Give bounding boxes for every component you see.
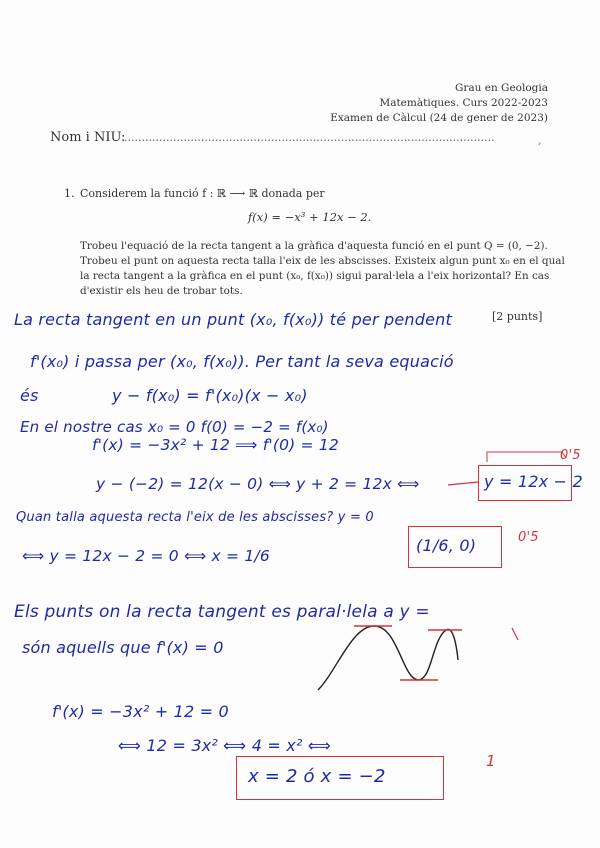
boxed-tangent-equation: y = 12x − 2 — [484, 472, 583, 491]
name-dotted-line: .......................................................................................................... — [124, 131, 495, 144]
answer-line: y − (−2) = 12(x − 0) ⟺ y + 2 = 12x ⟺ — [96, 475, 420, 493]
answer-line: f'(x) = −3x² + 12 ⟹ f'(0) = 12 — [92, 436, 339, 454]
course-year: Matemàtiques. Curs 2022-2023 — [379, 97, 548, 109]
grade-mark: 1 — [486, 752, 496, 770]
grade-mark: 0'5 — [518, 530, 539, 545]
answer-line: La recta tangent en un punt (x₀, f(x₀)) té per pendent — [14, 310, 452, 329]
answer-line: f'(x) = −3x² + 12 = 0 — [52, 702, 229, 721]
answer-line: és — [20, 386, 39, 405]
answer-line: Els punts on la recta tangent es paral·lela a y = — [14, 602, 430, 622]
problem-intro: Considerem la funció f : ℝ ⟶ ℝ donada per — [80, 187, 325, 200]
answer-line: En el nostre cas x₀ = 0 f(0) = −2 = f(x₀) — [20, 418, 329, 436]
check-mark — [512, 628, 518, 640]
red-arrow-mark — [448, 482, 478, 485]
problem-number: 1. — [64, 187, 75, 200]
problem-points: [2 punts] — [492, 310, 543, 323]
exam-title: Examen de Càlcul (24 de gener de 2023) — [330, 112, 548, 124]
name-comma: , — [538, 134, 542, 147]
red-bracket-mark — [487, 452, 566, 462]
problem-formula: f(x) = −x³ + 12x − 2. — [248, 210, 372, 224]
boxed-intersection-point: (1/6, 0) — [416, 536, 477, 555]
answer-line: f'(x₀) i passa per (x₀, f(x₀)). Per tant la seva equació — [30, 352, 454, 371]
boxed-solutions: x = 2 ó x = −2 — [248, 766, 386, 787]
answer-line: són aquells que f'(x) = 0 — [22, 638, 224, 657]
answer-line: ⟺ y = 12x − 2 = 0 ⟺ x = 1/6 — [22, 547, 270, 565]
answer-line: ⟺ 12 = 3x² ⟺ 4 = x² ⟺ — [118, 736, 331, 755]
grade-mark: 0'5 — [560, 448, 581, 463]
problem-text-line: d'existir els heu de trobar tots. — [80, 285, 243, 297]
answer-line: y − f(x₀) = f'(x₀)(x − x₀) — [112, 386, 308, 405]
problem-text-line: la recta tangent a la gràfica en el punt (x₀, f(x₀)) sigui paral·lela a l'eix horizontal? En cas — [80, 270, 550, 282]
problem-text-line: Trobeu l'equació de la recta tangent a la gràfica d'aquesta funció en el punt Q = (0, −2). — [80, 240, 548, 252]
answer-line: Quan talla aquesta recta l'eix de les abscisses? y = 0 — [16, 510, 374, 525]
course-name: Grau en Geologia — [454, 82, 548, 94]
name-label: Nom i NIU: — [50, 130, 126, 145]
problem-text-line: Trobeu el punt on aquesta recta talla l'eix de les abscisses. Existeix algun punt x₀ en el qual — [80, 255, 565, 267]
